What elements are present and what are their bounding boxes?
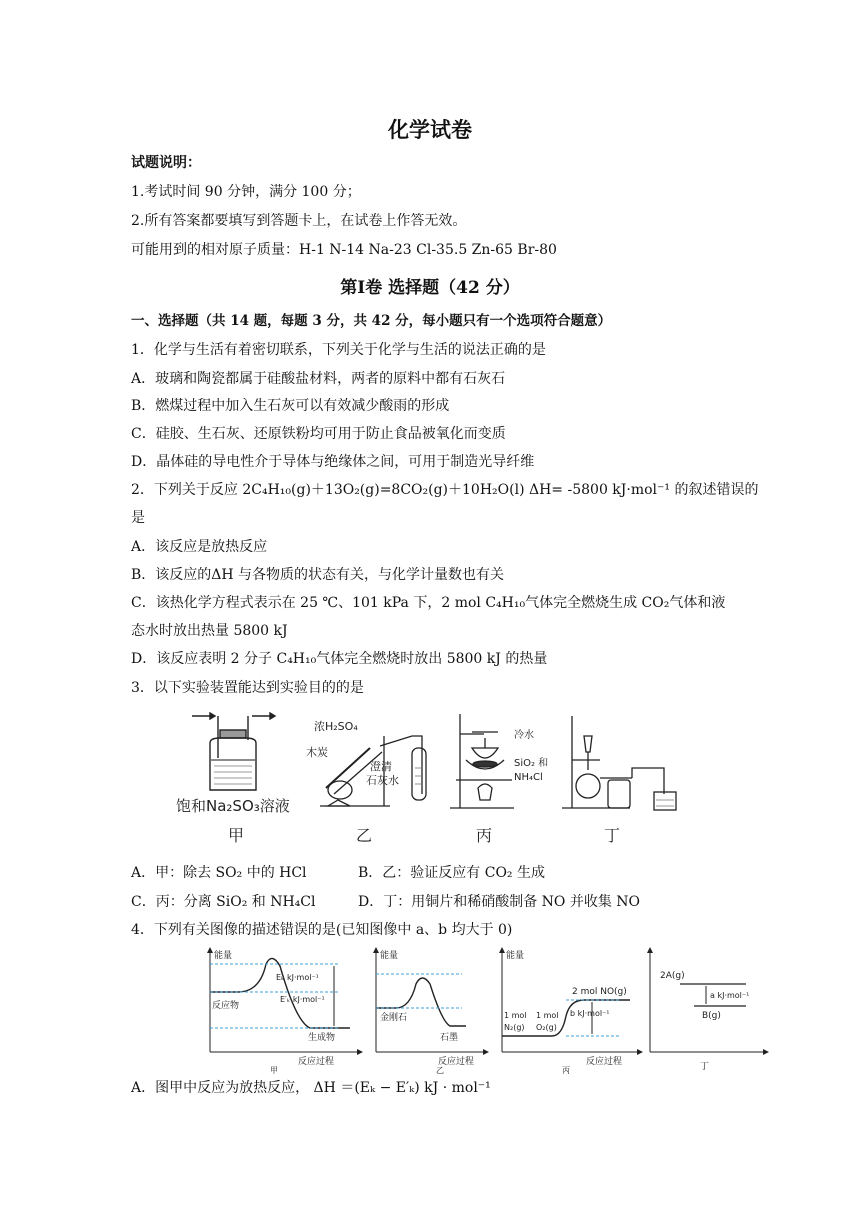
q2-option-c: C．该热化学方程式表示在 25 ℃、101 kPa 下，2 mol C₄H₁₀气体完全燃烧生成 CO₂气体和液	[131, 595, 726, 611]
yi-caption: 乙	[436, 1066, 444, 1074]
page-title: 化学试卷	[388, 117, 472, 142]
bing-o2-label-2: O₂(g)	[536, 1023, 557, 1032]
apparatus-ding	[562, 716, 676, 810]
q4-stem: 4．下列有关图像的描述错误的是(已知图像中 a、b 均大于 0)	[131, 922, 513, 938]
yi-caption: 乙	[356, 826, 373, 845]
bing-n2-label-2: N₂(g)	[504, 1023, 525, 1032]
q2-stem-cont: 是	[131, 510, 145, 526]
bing-caption: 丙	[562, 1066, 570, 1074]
bing-no-label: 2 mol NO(g)	[572, 987, 627, 997]
q3-option-b: B．乙：验证反应有 CO₂ 生成	[358, 865, 545, 881]
q2-option-b: B．该反应的ΔH 与各物质的状态有关，与化学计量数也有关	[131, 567, 505, 583]
q1-stem: 1．化学与生活有着密切联系，下列关于化学与生活的说法正确的是	[131, 342, 546, 358]
part-heading: 一、选择题（共 14 题，每题 3 分，共 42 分，每小题只有一个选项符合题意）	[131, 313, 612, 329]
bing-o2-label-1: 1 mol	[536, 1011, 559, 1020]
q3-option-a: A．甲：除去 SO₂ 中的 HCl	[131, 865, 307, 881]
q2-option-a: A．该反应是放热反应	[131, 539, 268, 555]
yi-energy-label: 能量	[380, 951, 399, 961]
yi-lime-label-2: 石灰水	[366, 774, 399, 787]
jia-energy-label: 能量	[214, 951, 233, 961]
q2-option-d: D．该反应表明 2 分子 C₄H₁₀气体完全燃烧时放出 5800 kJ 的热量	[131, 651, 548, 667]
yi-acid-label: 浓H₂SO₄	[314, 720, 358, 733]
ding-2a-label: 2A(g)	[660, 971, 685, 981]
yi-progress-label: 反应过程	[438, 1057, 475, 1067]
q2-option-c-cont: 态水时放出热量 5800 kJ	[131, 623, 288, 639]
graph-yi	[376, 950, 486, 1052]
jia-product-label: 生成物	[308, 1033, 336, 1043]
yi-graphite-label: 石墨	[440, 1033, 459, 1043]
yi-diamond-label: 金刚石	[380, 1013, 408, 1023]
q3-stem: 3．以下实验装置能达到实验目的的是	[131, 680, 364, 696]
jia-reactant-label: 反应物	[212, 1001, 240, 1011]
note-2: 2.所有答案都要填写到答题卡上，在试卷上作答无效。	[131, 213, 467, 229]
bing-mix-label-2: NH₄Cl	[514, 772, 543, 783]
bing-n2-label-1: 1 mol	[504, 1011, 527, 1020]
q3-apparatus-figure	[160, 708, 700, 850]
yi-carbon-label: 木炭	[306, 746, 328, 759]
graph-ding	[650, 950, 766, 1052]
note-3: 可能用到的相对原子质量：H-1 N-14 Na-23 Cl-35.5 Zn-65 Br-80	[131, 242, 557, 258]
notes-heading: 试题说明：	[131, 155, 201, 171]
q1-option-a: A．玻璃和陶瓷都属于硅酸盐材料，两者的原料中都有石灰石	[131, 371, 506, 387]
q1-option-c: C．硅胶、生石灰、还原铁粉均可用于防止食品被氧化而变质	[131, 426, 506, 442]
ding-a-label: a kJ·mol⁻¹	[710, 991, 750, 1000]
bing-water-label: 冷水	[514, 730, 534, 741]
jia-caption: 甲	[270, 1066, 278, 1074]
apparatus-bing	[450, 714, 514, 808]
jia-caption: 甲	[228, 826, 245, 845]
bing-progress-label: 反应过程	[586, 1057, 623, 1067]
jia-ek2-label: E′ₖ kJ·mol⁻¹	[280, 995, 325, 1004]
graph-bing	[502, 950, 640, 1052]
jia-ek-label: Eₖ kJ·mol⁻¹	[276, 973, 319, 982]
bing-caption: 丙	[476, 826, 493, 845]
q4-option-a: A．图甲中反应为放热反应， ΔH ＝(Eₖ − E′ₖ) kJ · mol⁻¹	[131, 1080, 491, 1096]
yi-lime-label-1: 澄清	[370, 760, 392, 773]
bing-energy-label: 能量	[506, 951, 525, 961]
q1-option-d: D．晶体硅的导电性介于导体与绝缘体之间，可用于制造光导纤维	[131, 454, 535, 470]
ding-caption: 丁	[604, 826, 621, 845]
q3-option-d: D．丁：用铜片和稀硝酸制备 NO 并收集 NO	[358, 894, 641, 910]
ding-caption: 丁	[700, 1062, 710, 1072]
q1-option-b: B．燃煤过程中加入生石灰可以有效减少酸雨的形成	[131, 398, 450, 414]
q2-stem: 2．下列关于反应 2C₄H₁₀(g)＋13O₂(g)=8CO₂(g)＋10H₂O(l) ΔH= -5800 kJ·mol⁻¹ 的叙述错误的	[131, 482, 759, 498]
q4-energy-graphs	[200, 944, 770, 1074]
ding-b-label: B(g)	[702, 1011, 721, 1021]
bing-b-label: b kJ·mol⁻¹	[570, 1009, 610, 1018]
section-title: 第Ⅰ卷 选择题（42 分）	[340, 278, 520, 298]
bing-mix-label-1: SiO₂ 和	[514, 758, 549, 769]
jia-progress-label: 反应过程	[298, 1057, 335, 1067]
apparatus-jia	[192, 713, 275, 790]
q3-option-c: C．丙：分离 SiO₂ 和 NH₄Cl	[131, 894, 316, 910]
note-1: 1.考试时间 90 分钟，满分 100 分；	[131, 184, 361, 200]
jia-solution-label: 饱和Na₂SO₃溶液	[176, 797, 290, 815]
